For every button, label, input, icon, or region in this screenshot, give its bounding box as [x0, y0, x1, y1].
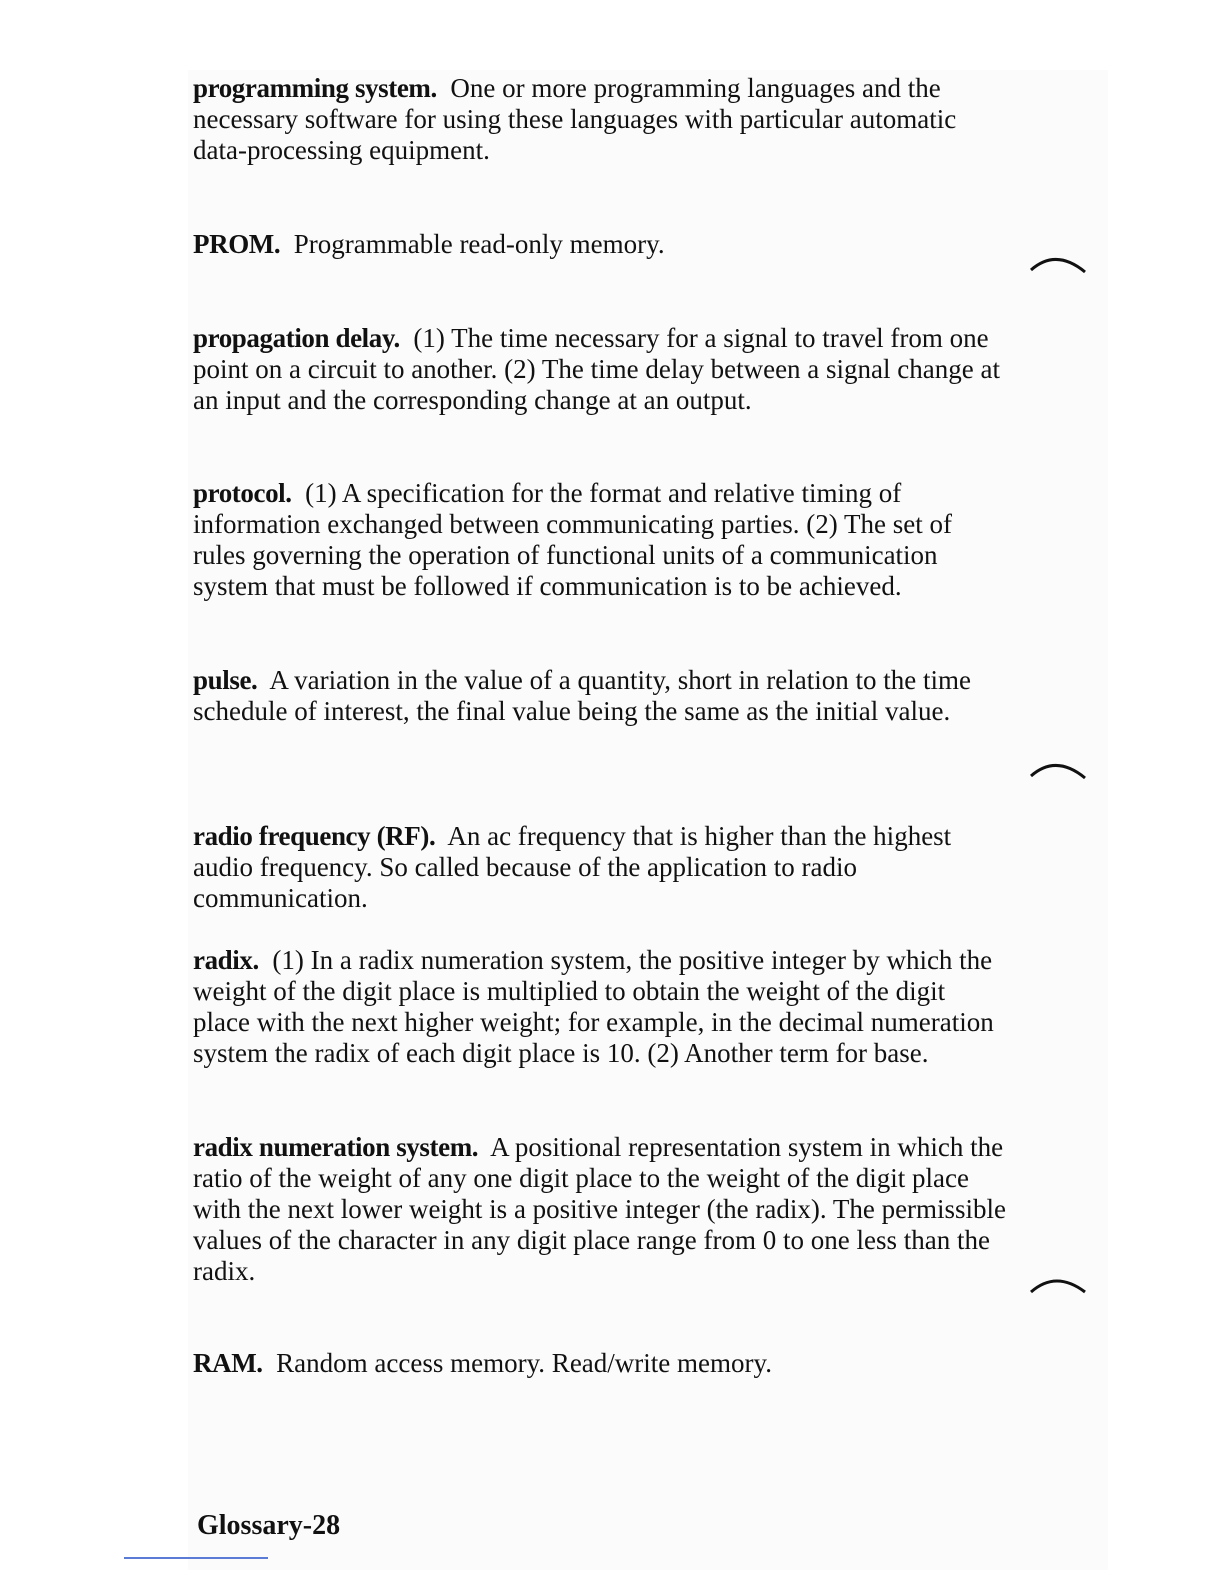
glossary-entry-propagation-delay: [193, 323, 1008, 416]
glossary-term: protocol.: [193, 478, 292, 508]
glossary-entry-radix: [193, 945, 1008, 1069]
glossary-term: propagation delay.: [193, 323, 400, 353]
glossary-definition: (1) The time necessary for a signal to travel from one point on a circuit to another. (2) The time delay between a signal change at an input and the corresponding change at an output.: [193, 323, 1000, 415]
glossary-term: pulse.: [193, 665, 258, 695]
glossary-term: radix numeration system.: [193, 1132, 479, 1162]
footer-rule: [124, 1557, 268, 1559]
glossary-entry-protocol: [193, 478, 1008, 602]
glossary-definition: One or more programming languages and the necessary software for using these languages with particular automatic data-processing equipment.: [193, 73, 957, 165]
glossary-term: RAM.: [193, 1348, 263, 1378]
glossary-definition: (1) In a radix numeration system, the positive integer by which the weight of the digit place is multiplied to obtain the weight of the digit place with the next higher weight; for example, in the decimal numeration system the radix of each digit place is 10. (2) Another term for base.: [193, 945, 994, 1068]
glossary-entry-radix-numeration-system: [193, 1132, 1008, 1287]
binder-hole-mark-icon: [1028, 754, 1088, 784]
glossary-term: programming system.: [193, 73, 437, 103]
glossary-entry-radio-frequency: [193, 821, 1008, 914]
glossary-definition: A variation in the value of a quantity, short in relation to the time schedule of interest, the final value being the same as the initial value.: [193, 665, 971, 726]
glossary-definition: Random access memory. Read/write memory.: [276, 1348, 772, 1378]
glossary-entry-prom: [193, 229, 1008, 260]
glossary-definition: An ac frequency that is higher than the highest audio frequency. So called because of the application to radio communication.: [193, 821, 952, 913]
binder-hole-mark-icon: [1028, 1268, 1088, 1298]
glossary-term: radio frequency (RF).: [193, 821, 436, 851]
glossary-entry-ram: [193, 1348, 1008, 1379]
glossary-entry-programming-system: [193, 73, 1008, 166]
glossary-definition: (1) A specification for the format and relative timing of information exchanged between communicating parties. (2) The set of rules governing the operation of functional units of a communication system that must be followed if communication is to be achieved.: [193, 478, 952, 601]
glossary-entry-pulse: [193, 665, 1008, 727]
binder-hole-mark-icon: [1028, 248, 1088, 278]
glossary-term: PROM.: [193, 229, 281, 259]
page-background: [188, 70, 1108, 1570]
glossary-term: radix.: [193, 945, 259, 975]
glossary-definition: A positional representation system in which the ratio of the weight of any one digit place to the weight of the digit place with the next lower weight is a positive integer (the radix). The permissible values of the character in any digit place range from 0 to one less than the radix.: [193, 1132, 1007, 1286]
page-number: Glossary-28: [197, 1510, 341, 1541]
glossary-definition: Programmable read-only memory.: [293, 229, 665, 259]
